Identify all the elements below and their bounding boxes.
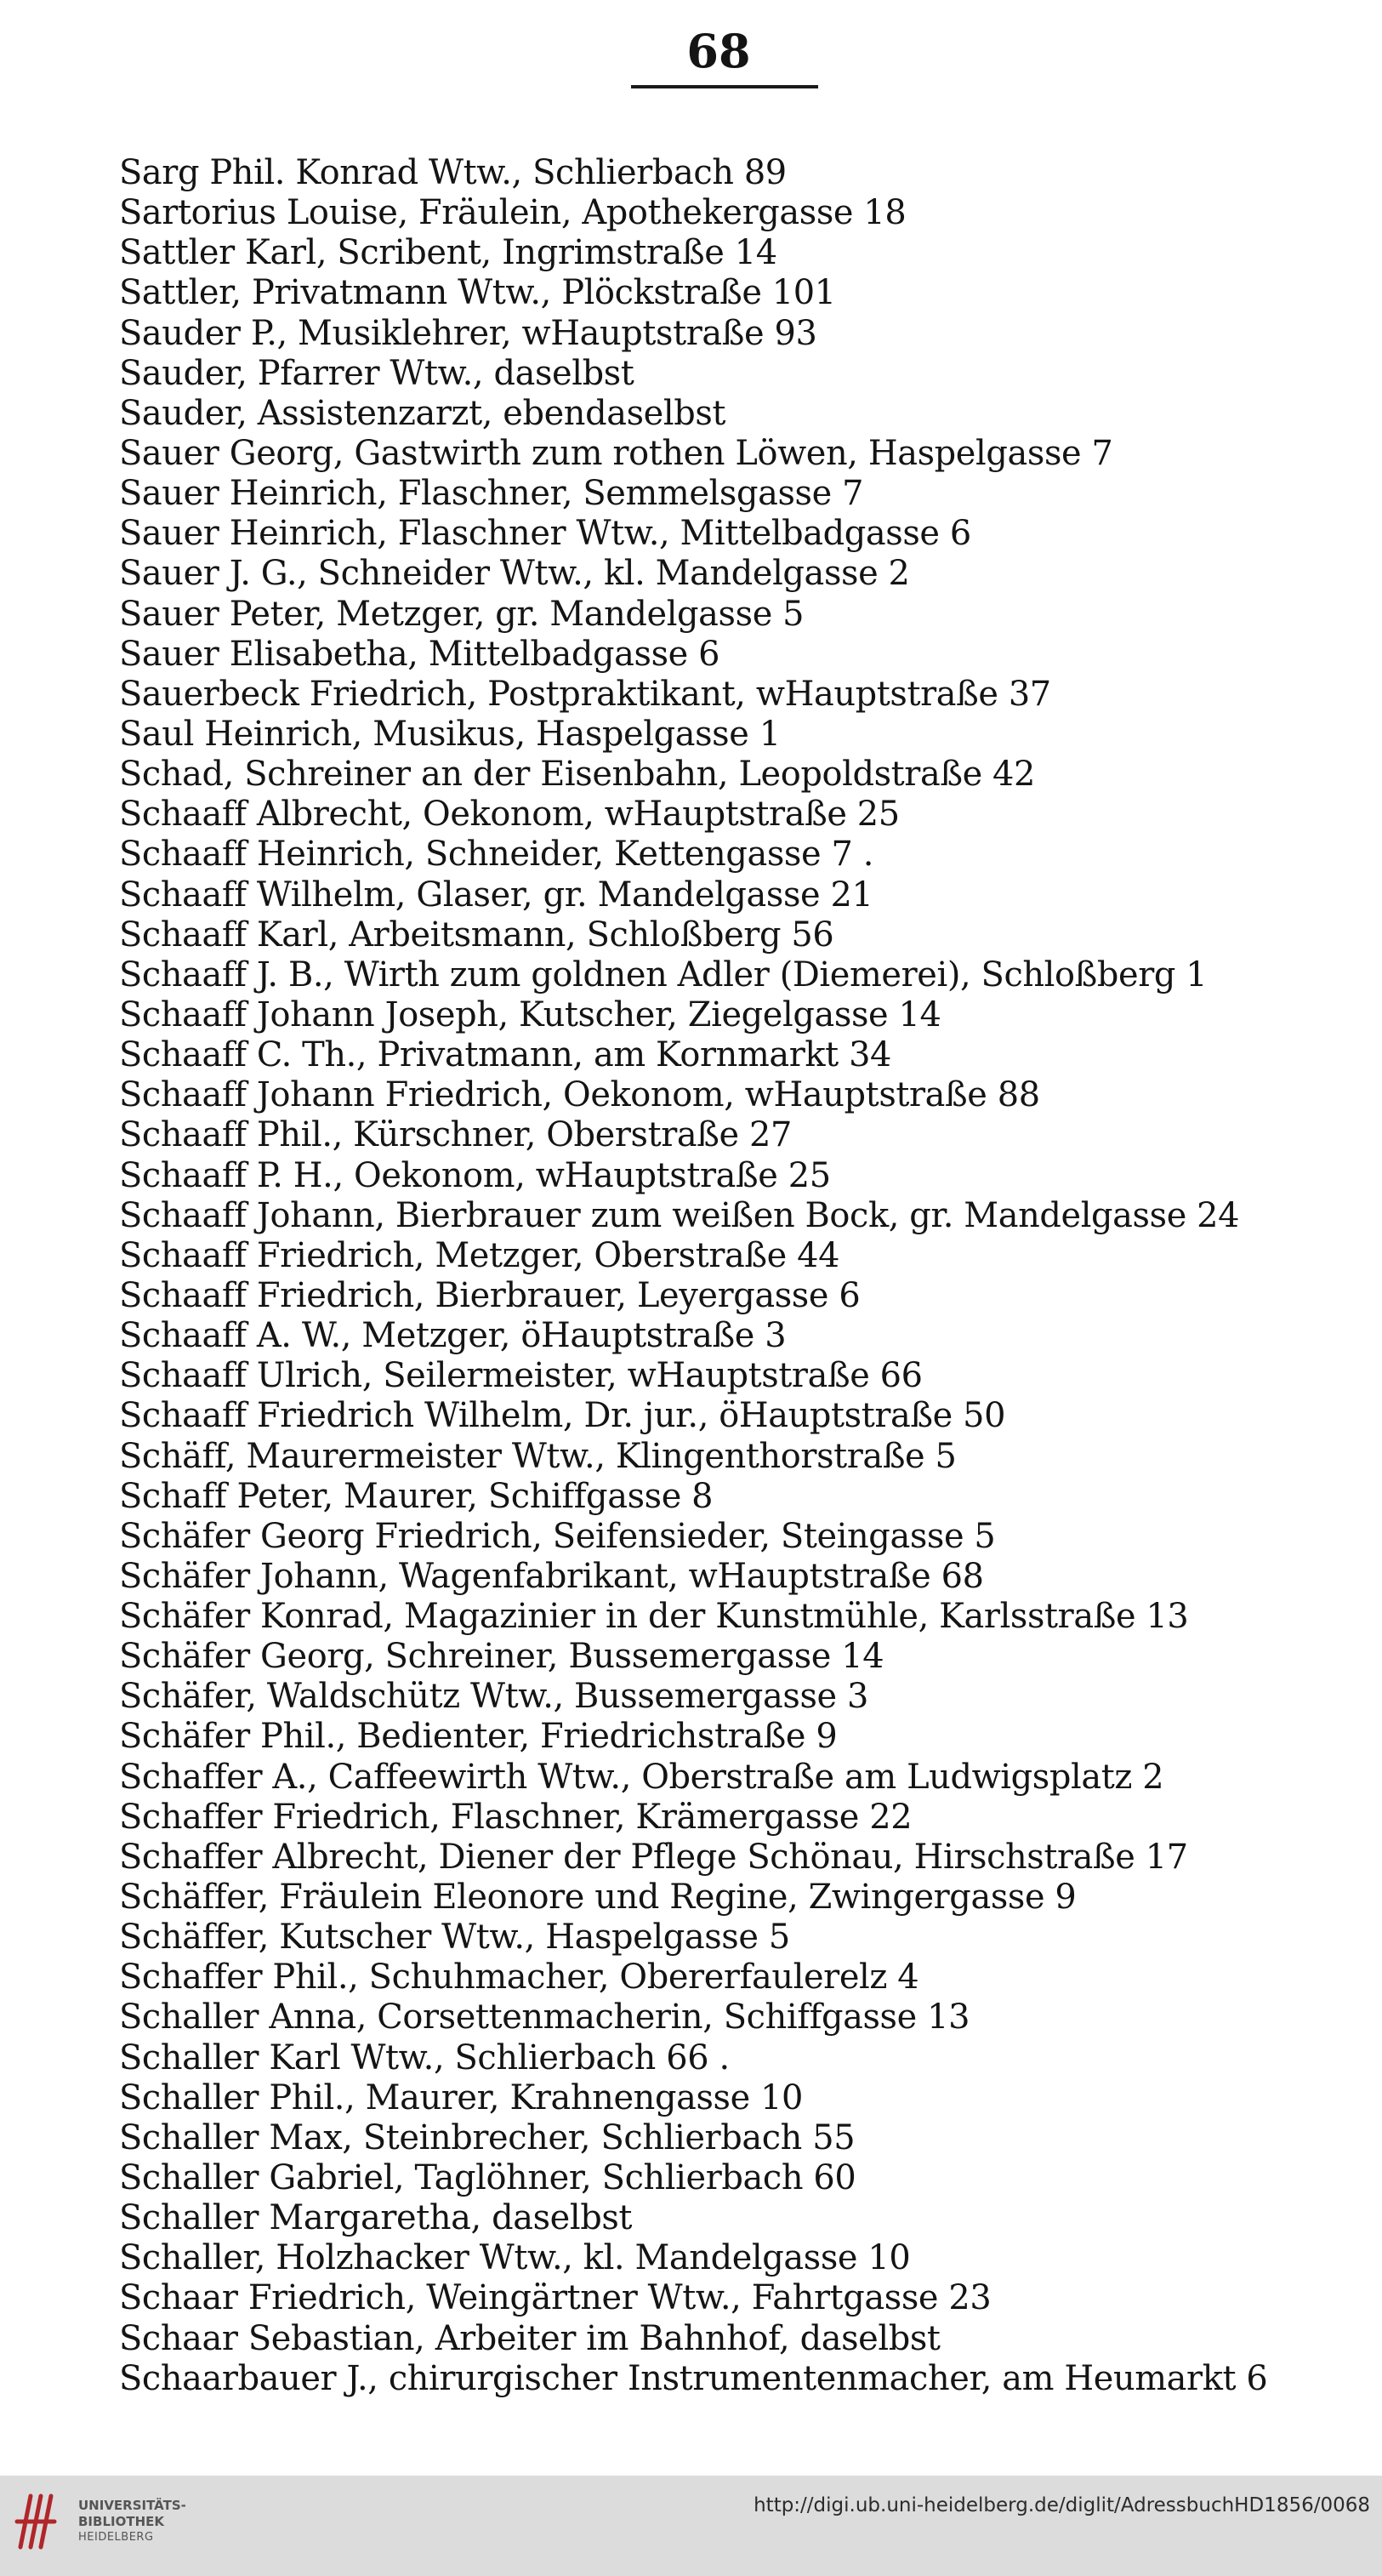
directory-entry: Schaaff Johann Joseph, Kutscher, Ziegelgasse 14 bbox=[119, 994, 941, 1034]
directory-entry: Sauer Heinrich, Flaschner, Semmelsgasse 7 bbox=[119, 474, 864, 514]
directory-entry: Schaaff A. W., Metzger, öHauptstraße 3 bbox=[119, 1316, 787, 1356]
directory-entry: Schaller, Holzhacker Wtw., kl. Mandelgasse 10 bbox=[119, 2238, 911, 2278]
directory-entry: Sauerbeck Friedrich, Postpraktikant, wHauptstraße 37 bbox=[119, 674, 1051, 714]
directory-entry: Schäfer Phil., Bedienter, Friedrichstraße 9 bbox=[119, 1717, 838, 1757]
source-url-link[interactable]: http://digi.ub.uni-heidelberg.de/diglit/AdressbuchHD1856/0068 bbox=[754, 2494, 1370, 2516]
logo-line-3: HEIDELBERG bbox=[78, 2531, 154, 2544]
directory-entry: Schäfer, Waldschütz Wtw., Bussemergasse 3 bbox=[119, 1677, 868, 1717]
footer-bar bbox=[0, 2476, 1382, 2576]
directory-entry: Schaller Max, Steinbrecher, Schlierbach 55 bbox=[119, 2117, 856, 2157]
directory-entry: Schäfer Georg, Schreiner, Bussemergasse 14 bbox=[119, 1637, 884, 1677]
directory-entry: Schaller Margaretha, daselbst bbox=[119, 2198, 633, 2238]
directory-entry: Schaaff Friedrich Wilhelm, Dr. jur., öHauptstraße 50 bbox=[119, 1396, 1006, 1436]
directory-entry: Schaaff Ulrich, Seilermeister, wHauptstraße 66 bbox=[119, 1356, 923, 1396]
directory-entry: Schaar Friedrich, Weingärtner Wtw., Fahrtgasse 23 bbox=[119, 2278, 992, 2318]
directory-entry: Schaaff P. H., Oekonom, wHauptstraße 25 bbox=[119, 1155, 831, 1195]
directory-entry: Schaller Karl Wtw., Schlierbach 66 . bbox=[119, 2037, 730, 2077]
directory-entry: Schaaff Albrecht, Oekonom, wHauptstraße 25 bbox=[119, 795, 900, 835]
directory-entry: Schaaff J. B., Wirth zum goldnen Adler (Diemerei), Schloßberg 1 bbox=[119, 955, 1208, 994]
directory-entry: Schaarbauer J., chirurgischer Instrumentenmacher, am Heumarkt 6 bbox=[119, 2358, 1268, 2398]
directory-entry: Sauer Peter, Metzger, gr. Mandelgasse 5 bbox=[119, 594, 805, 634]
directory-entry: Sauer Georg, Gastwirth zum rothen Löwen, Haspelgasse 7 bbox=[119, 433, 1113, 473]
directory-entry: Schäff, Maurermeister Wtw., Klingenthorstraße 5 bbox=[119, 1436, 957, 1476]
directory-entry: Sartorius Louise, Fräulein, Apothekergasse 18 bbox=[119, 193, 907, 233]
directory-entry: Sauder, Pfarrer Wtw., daselbst bbox=[119, 353, 634, 393]
directory-entry: Schäffer, Kutscher Wtw., Haspelgasse 5 bbox=[119, 1918, 790, 1958]
directory-entry: Schaller Phil., Maurer, Krahnengasse 10 bbox=[119, 2077, 804, 2117]
directory-entry: Schaffer Albrecht, Diener der Pflege Schönau, Hirschstraße 17 bbox=[119, 1837, 1188, 1877]
directory-entry: Schaaff Wilhelm, Glaser, gr. Mandelgasse 21 bbox=[119, 875, 873, 915]
heidelberg-library-logo-icon bbox=[12, 2488, 60, 2556]
page-number: 68 bbox=[686, 24, 751, 78]
directory-entry: Schaaff Johann Friedrich, Oekonom, wHauptstraße 88 bbox=[119, 1075, 1040, 1115]
directory-entry: Sattler, Privatmann Wtw., Plöckstraße 101 bbox=[119, 273, 836, 313]
directory-entry: Sauder P., Musiklehrer, wHauptstraße 93 bbox=[119, 313, 817, 353]
directory-entry: Schaaff Karl, Arbeitsmann, Schloßberg 56 bbox=[119, 915, 834, 955]
logo-line-1: UNIVERSITÄTS- bbox=[78, 2498, 186, 2513]
directory-entry: Sauder, Assistenzarzt, ebendaselbst bbox=[119, 393, 726, 433]
directory-entry: Schaaff Heinrich, Schneider, Kettengasse 7 . bbox=[119, 835, 874, 875]
directory-entry: Schaffer Phil., Schuhmacher, Obererfaulerelz 4 bbox=[119, 1958, 919, 1998]
directory-entry: Schaller Gabriel, Taglöhner, Schlierbach 60 bbox=[119, 2158, 856, 2198]
directory-entry: Sauer J. G., Schneider Wtw., kl. Mandelgasse 2 bbox=[119, 554, 910, 594]
directory-entry: Sarg Phil. Konrad Wtw., Schlierbach 89 bbox=[119, 153, 787, 192]
directory-entry: Schaaff Friedrich, Bierbrauer, Leyergasse 6 bbox=[119, 1275, 861, 1315]
directory-entry: Schaffer A., Caffeewirth Wtw., Oberstraße am Ludwigsplatz 2 bbox=[119, 1757, 1164, 1797]
directory-entry: Sauer Heinrich, Flaschner Wtw., Mittelbadgasse 6 bbox=[119, 514, 971, 554]
directory-entry: Schaaff Friedrich, Metzger, Oberstraße 44 bbox=[119, 1235, 840, 1275]
directory-entry: Sauer Elisabetha, Mittelbadgasse 6 bbox=[119, 634, 720, 674]
directory-entry: Schaller Anna, Corsettenmacherin, Schiffgasse 13 bbox=[119, 1998, 970, 2037]
directory-entry: Schäfer Johann, Wagenfabrikant, wHauptstraße 68 bbox=[119, 1556, 984, 1596]
logo-line-2: BIBLIOTHEK bbox=[78, 2514, 164, 2529]
directory-entry: Sattler Karl, Scribent, Ingrimstraße 14 bbox=[119, 233, 777, 273]
directory-entry: Schaaff C. Th., Privatmann, am Kornmarkt 34 bbox=[119, 1035, 892, 1075]
directory-entry: Schaffer Friedrich, Flaschner, Krämergasse 22 bbox=[119, 1797, 913, 1837]
page-number-rule bbox=[631, 85, 818, 88]
directory-entry: Schäffer, Fräulein Eleonore und Regine, Zwingergasse 9 bbox=[119, 1878, 1077, 1918]
directory-entry: Schäfer Konrad, Magazinier in der Kunstmühle, Karlsstraße 13 bbox=[119, 1597, 1189, 1637]
directory-entry: Schäfer Georg Friedrich, Seifensieder, Steingasse 5 bbox=[119, 1516, 996, 1556]
library-logo-text bbox=[78, 2498, 186, 2545]
directory-entry: Saul Heinrich, Musikus, Haspelgasse 1 bbox=[119, 714, 781, 754]
directory-entry: Schaff Peter, Maurer, Schiffgasse 8 bbox=[119, 1476, 714, 1516]
directory-entry: Schad, Schreiner an der Eisenbahn, Leopoldstraße 42 bbox=[119, 755, 1036, 795]
directory-entry: Schaar Sebastian, Arbeiter im Bahnhof, daselbst bbox=[119, 2318, 941, 2358]
directory-entry: Schaaff Johann, Bierbrauer zum weißen Bock, gr. Mandelgasse 24 bbox=[119, 1195, 1240, 1235]
directory-entry: Schaaff Phil., Kürschner, Oberstraße 27 bbox=[119, 1115, 792, 1155]
directory-entry-list bbox=[119, 153, 1373, 2399]
